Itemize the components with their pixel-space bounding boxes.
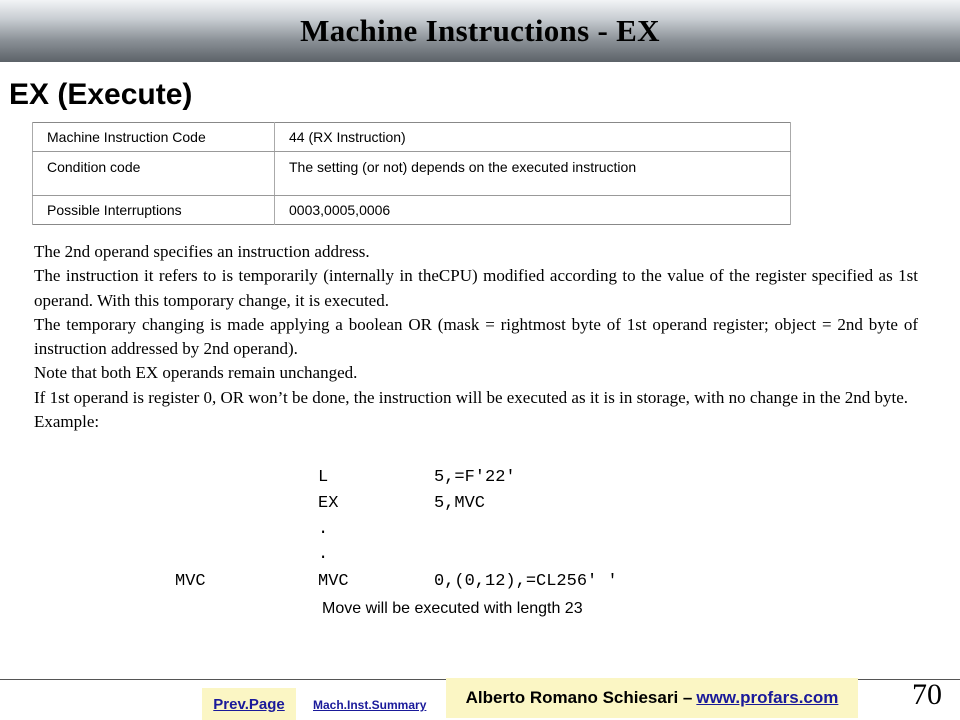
code-op: L	[318, 468, 329, 487]
code-args: 5,MVC	[434, 494, 486, 513]
paragraph: If 1st operand is register 0, OR won’t be done, the instruction will be executed as it is in storage, with no change in the 2nd byte.	[34, 387, 909, 407]
website-link[interactable]: www.profars.com	[696, 688, 839, 707]
code-op: MVC	[318, 572, 349, 591]
instruction-info-table	[32, 122, 791, 225]
paragraph: The instruction it refers to is temporarily (internally in theCPU) modified according to the value of the register specified as 1st operand. With this tomporary change, it is executed.	[34, 266, 918, 310]
section-heading: EX (Execute)	[9, 78, 193, 111]
title-bar	[0, 0, 960, 62]
code-dot: .	[318, 520, 329, 539]
author-box	[446, 678, 858, 718]
table-value: 0003,0005,0006	[275, 196, 791, 225]
code-label: MVC	[175, 572, 206, 591]
page-title: Machine Instructions - EX	[300, 13, 660, 48]
author-name: Alberto Romano Schiesari –	[465, 688, 693, 707]
code-args: 5,=F'22'	[434, 468, 516, 487]
paragraph: The 2nd operand specifies an instruction address.	[34, 242, 370, 261]
paragraph: Example:	[34, 412, 100, 432]
table-key: Machine Instruction Code	[33, 123, 275, 152]
table-value: 44 (RX Instruction)	[275, 123, 791, 152]
table-row	[33, 152, 791, 196]
table-key: Possible Interruptions	[33, 196, 275, 225]
paragraph: The temporary changing is made applying a boolean OR (mask = rightmost byte of 1st operand register; object = 2nd byte of instruction addressed by 2nd operand).	[34, 314, 918, 359]
example-note: Move will be executed with length 23	[322, 600, 583, 617]
table-value: The setting (or not) depends on the executed instruction	[275, 152, 791, 196]
page-number: 70	[912, 678, 942, 711]
table-key: Condition code	[33, 152, 275, 196]
table-row	[33, 196, 791, 225]
code-dot: .	[318, 545, 329, 564]
summary-link[interactable]: Mach.Inst.Summary	[313, 698, 427, 712]
prev-page-button[interactable]: Prev.Page	[202, 688, 296, 720]
paragraph: Note that both EX operands remain unchanged.	[34, 363, 358, 383]
code-args: 0,(0,12),=CL256' '	[434, 572, 618, 591]
description-text	[34, 240, 918, 434]
code-op: EX	[318, 494, 339, 513]
table-row	[33, 123, 791, 152]
